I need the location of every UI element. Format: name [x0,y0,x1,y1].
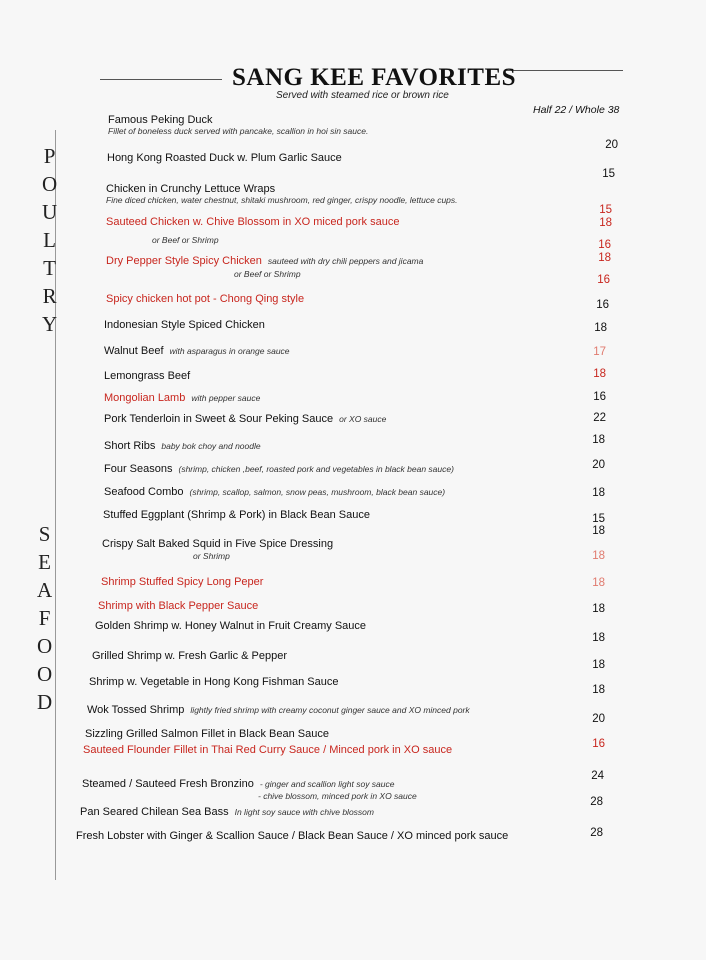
menu-item-price: 17 [593,346,606,358]
seafood-letter: O [37,634,53,658]
menu-item-name: Sizzling Grilled Salmon Fillet in Black Bean Sauce [85,728,329,740]
menu-item [98,600,258,612]
menu-item [104,345,290,357]
menu-item-price-alt: 18 [598,252,611,264]
menu-item-subtext: or Shrimp [193,551,230,561]
menu-item [106,183,275,195]
menu-item-name: Fresh Lobster with Ginger & Scallion Sauce / Black Bean Sauce / XO minced pork sauce [76,830,509,842]
menu-item-price: 20 [592,713,605,725]
menu-item-price: 16 [592,738,605,750]
menu-item [101,576,263,588]
menu-item-subtext: or Beef or Shrimp [234,269,301,279]
header-rule-right [505,70,623,71]
menu-item-description: sauteed with dry chili peppers and jicama [267,256,424,266]
menu-item-subtext: Fine diced chicken, water chestnut, shitaki mushroom, red ginger, crispy noodle, lettuce cups. [106,195,458,205]
menu-item-price: 18 [592,487,605,499]
menu-subtitle: Served with steamed rice or brown rice [276,90,449,101]
menu-item [104,370,190,382]
menu-item [83,744,452,756]
menu-item [104,413,386,425]
menu-item [95,620,366,632]
section-label-poultry [42,142,57,338]
menu-item-subtext: Fillet of boneless duck served with pancake, scallion in hoi sin sauce. [108,126,369,136]
menu-item-price: 15 [599,204,612,216]
menu-item-name: Chicken in Crunchy Lettuce Wraps [106,183,276,195]
menu-item [89,676,338,688]
menu-item-price: 18 [592,577,605,589]
poultry-letter: O [42,172,58,196]
menu-item [104,392,260,404]
menu-item-price: 16 [593,391,606,403]
menu-item-name: Four Seasons [104,463,173,475]
menu-item [104,463,454,475]
menu-item-price: 15 [592,513,605,525]
menu-title: SANG KEE FAVORITES [232,64,517,91]
menu-item-name: Steamed / Sauteed Fresh Bronzino [82,778,254,790]
menu-item-name: Indonesian Style Spiced Chicken [104,319,265,331]
menu-item [107,152,342,164]
menu-item [104,440,261,452]
menu-item-price-alt: 18 [599,217,612,229]
seafood-letter: D [37,690,53,714]
menu-item-name: Mongolian Lamb [104,392,186,404]
menu-item-name: Crispy Salt Baked Squid in Five Spice Dressing [102,538,334,550]
menu-item [76,830,508,842]
menu-item-description: In light soy sauce with chive blossom [234,807,374,817]
menu-item-description: baby bok choy and noodle [161,441,261,451]
menu-item [80,806,374,818]
menu-item-name: Famous Peking Duck [108,114,213,126]
menu-item-subtext: - chive blossom, minced pork in XO sauce [258,791,417,801]
menu-item-price: 28 [590,796,603,808]
poultry-letter: U [42,200,58,224]
menu-item-price: 18 [593,368,606,380]
poultry-letter: R [42,284,57,308]
menu-item-price-alt: 18 [592,525,605,537]
poultry-letter: P [43,144,56,168]
menu-item [104,486,445,498]
menu-item-name: Pan Seared Chilean Sea Bass [80,806,229,818]
menu-item-name: Short Ribs [104,440,156,452]
menu-item-name: Sauteed Flounder Fillet in Thai Red Curry Sauce / Minced pork in XO sauce [83,744,453,756]
menu-item-price: 16 [598,239,611,251]
menu-item-price: 18 [592,434,605,446]
menu-item-price: 28 [590,827,603,839]
menu-item-name: Seafood Combo [104,486,184,498]
menu-item-price: 18 [592,632,605,644]
menu-item-name: Shrimp with Black Pepper Sauce [98,600,259,612]
seafood-letter: O [37,662,53,686]
menu-item-name: Grilled Shrimp w. Fresh Garlic & Pepper [92,650,288,662]
menu-item-price: 18 [594,322,607,334]
menu-item [82,778,395,790]
menu-item-name: Spicy chicken hot pot - Chong Qing style [106,293,305,305]
menu-item-name: Pork Tenderloin in Sweet & Sour Peking Sauce [104,413,334,425]
menu-item-price: 18 [592,684,605,696]
menu-item-name: Golden Shrimp w. Honey Walnut in Fruit Creamy Sauce [95,620,367,632]
menu-item-description: (shrimp, scallop, salmon, snow peas, mushroom, black bean sauce) [189,487,446,497]
menu-item-name: Wok Tossed Shrimp [87,704,185,716]
menu-item-price: 22 [593,412,606,424]
menu-item [87,704,470,716]
menu-item-description: or XO sauce [339,414,387,424]
menu-item-price: 16 [596,299,609,311]
menu-item-description: - ginger and scallion light soy sauce [259,779,395,789]
menu-item-price: 20 [605,139,618,151]
peking-duck-price: Half 22 / Whole 38 [533,104,620,116]
menu-item-name: Stuffed Eggplant (Shrimp & Pork) in Black Bean Sauce [103,509,370,521]
menu-item [108,114,213,126]
section-label-seafood [37,520,52,716]
seafood-letter: S [38,522,51,546]
menu-item [106,255,423,267]
menu-item-name: Shrimp Stuffed Spicy Long Peper [101,576,264,588]
seafood-letter: E [38,550,51,574]
seafood-letter: A [37,578,53,602]
menu-item-name: Walnut Beef [104,345,164,357]
menu-item [106,293,304,305]
menu-item-name: Hong Kong Roasted Duck w. Plum Garlic Sauce [107,152,342,164]
menu-item-price: 15 [602,168,615,180]
menu-item-name: Shrimp w. Vegetable in Hong Kong Fishman Sauce [89,676,339,688]
menu-item-description: lightly fried shrimp with creamy coconut ginger sauce and XO minced pork [190,705,470,715]
menu-item-description: (shrimp, chicken ,beef, roasted pork and vegetables in black bean sauce) [178,464,454,474]
poultry-letter: Y [42,312,58,336]
menu-item-description: with pepper sauce [191,393,261,403]
menu-item-price: 18 [592,603,605,615]
menu-item-price: 18 [592,550,605,562]
menu-item [92,650,287,662]
menu-item-price: 20 [592,459,605,471]
menu-item-name: Lemongrass Beef [104,370,191,382]
poultry-letter: T [43,256,56,280]
seafood-letter: F [38,606,51,630]
menu-item-price: 24 [591,770,604,782]
menu-item-name: Sauteed Chicken w. Chive Blossom in XO miced pork sauce [106,216,400,228]
menu-item-price: 16 [597,274,610,286]
menu-item [85,728,329,740]
menu-item-name: Dry Pepper Style Spicy Chicken [106,255,262,267]
menu-item [102,538,333,550]
menu-item-price: 18 [592,659,605,671]
menu-item [104,319,265,331]
header-rule-left [100,79,222,80]
menu-item [106,216,399,228]
menu-item [103,509,370,521]
menu-item-description: with asparagus in orange sauce [169,346,290,356]
menu-item-subtext: or Beef or Shrimp [152,235,219,245]
poultry-letter: L [43,228,56,252]
